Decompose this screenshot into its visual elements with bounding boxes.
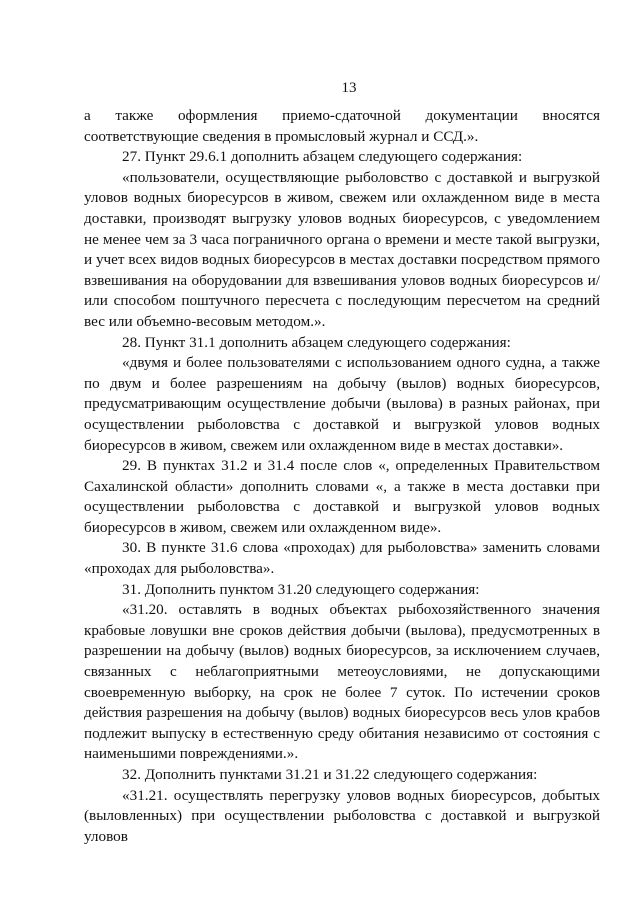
paragraph-item-31: 31. Дополнить пунктом 31.20 следующего содержания: xyxy=(122,580,480,598)
document-body xyxy=(84,106,600,847)
paragraph-quote-32: «31.21. осуществлять перегрузку уловов водных биоресурсов, добытых (выловленных) при осуществлении рыболовства с доставкой и выгрузкой уловов xyxy=(84,786,600,845)
paragraph-item-27: 27. Пункт 29.6.1 дополнить абзацем следующего содержания: xyxy=(122,148,523,166)
paragraph-quote-28: «двумя и более пользователями с использованием одного судна, а также по двум и более разрешениям на добычу (вылов) водных биоресурсов, предусматривающим осуществление добычи (вылова) в разных районах, при осуществлении рыболовства с доставкой и выгрузкой уловов водных биоресурсов в живом, свежем или охлажденном виде в местах доставки». xyxy=(84,354,600,454)
paragraph-quote-31: «31.20. оставлять в водных объектах рыбохозяйственного значения крабовые ловушки вне сроков действия добычи (вылова), предусмотренных в разрешении на добычу (вылов) водных биоресурсов, за исключением случаев, связанных с неблагоприятными метеоусловиями, не допускающими своевременную выборку, на срок не более 7 суток. По истечении сроков действия разрешения на добычу (вылов) водных биоресурсов весь улов крабов подлежит выпуску в естественную среду обитания независимо от состояния с наименьшими повреждениями.». xyxy=(84,601,600,763)
paragraph-item-29: 29. В пунктах 31.2 и 31.4 после слов «, определенных Правительством Сахалинской области» дополнить словами «, а также в места доставки при осуществлении рыболовства с доставкой и выгрузкой уловов водных биоресурсов в живом, свежем или охлажденном виде». xyxy=(84,457,600,536)
paragraph-continuation: а также оформления приемо-сдаточной документации вносятся соответствующие сведения в промысловый журнал и ССД.». xyxy=(84,107,600,145)
paragraph-item-30: 30. В пункте 31.6 слова «проходах) для рыболовства» заменить словами «проходах для рыболовства». xyxy=(84,539,600,578)
paragraph-quote-27: «пользователи, осуществляющие рыболовство с доставкой и выгрузкой уловов водных биоресурсов в живом, свежем или охлажденном виде в места доставки, производят выгрузку уловов водных биоресурсов, с уведомлением не менее чем за 3 часа пограничного органа о времени и месте такой выгрузки, и учет всех видов водных биоресурсов в местах доставки посредством прямого взвешивания на оборудовании для взвешивания уловов водных биоресурсов и/или способом поштучного пересчета с последующим пересчетом на средний вес или объемно-весовым методом.». xyxy=(84,168,600,330)
paragraph-item-28: 28. Пункт 31.1 дополнить абзацем следующего содержания: xyxy=(122,333,511,351)
page-number: 13 xyxy=(341,80,357,96)
paragraph-item-32: 32. Дополнить пунктами 31.21 и 31.22 следующего содержания: xyxy=(122,766,538,783)
